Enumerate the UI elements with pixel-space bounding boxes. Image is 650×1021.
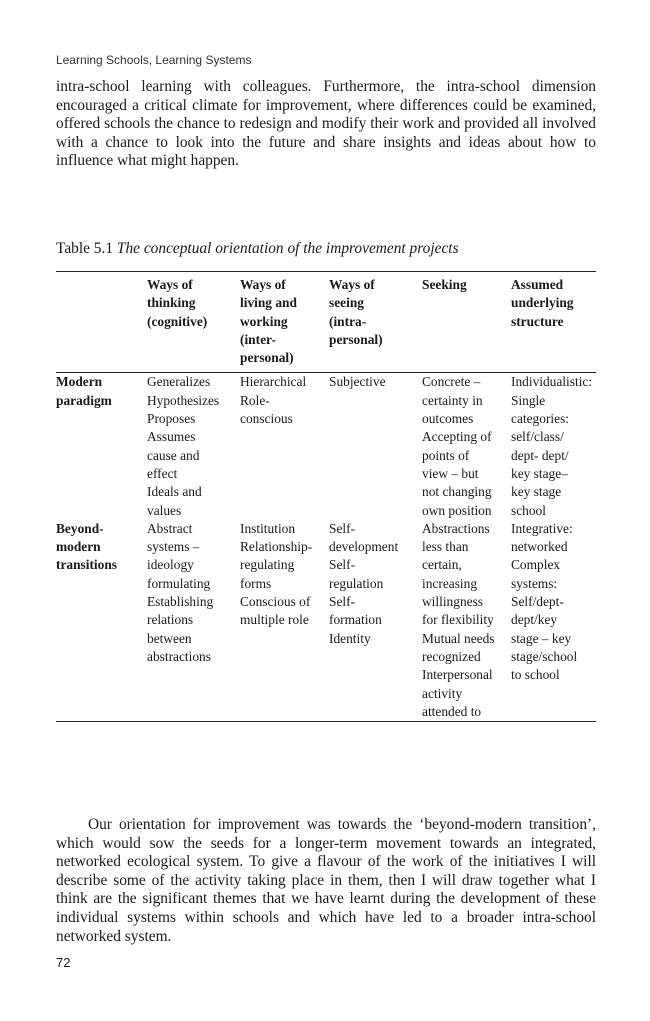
cell-line: Abstractions bbox=[422, 520, 490, 536]
cell-line: Ideals and bbox=[147, 484, 202, 500]
running-head: Learning Schools, Learning Systems bbox=[56, 53, 252, 67]
cell-line: values bbox=[147, 502, 182, 518]
cell-line: Accepting of bbox=[422, 429, 492, 445]
cell-line: abstractions bbox=[147, 648, 211, 664]
cell-line: Complex bbox=[511, 557, 561, 573]
cell-line: Self- bbox=[329, 520, 356, 536]
cell-line: personal) bbox=[329, 331, 383, 347]
cell-line: Assumes bbox=[147, 429, 196, 445]
cell-line: formulating bbox=[147, 575, 211, 591]
cell-line: Beyond- bbox=[56, 520, 104, 536]
cell-line: seeing bbox=[329, 295, 364, 311]
cell-line: paradigm bbox=[56, 392, 112, 408]
cell-line: cause and bbox=[147, 447, 200, 463]
cell-line: categories: bbox=[511, 411, 569, 427]
cell-line: Self/dept- bbox=[511, 594, 564, 610]
cell-line: Ways of bbox=[147, 277, 193, 292]
header-ways-of-thinking bbox=[147, 276, 240, 372]
cell-line: modern bbox=[56, 539, 101, 555]
cell-line: (cognitive) bbox=[147, 313, 208, 329]
cell-line: Proposes bbox=[147, 411, 196, 427]
cell-line: Hypothesizes bbox=[147, 392, 220, 408]
cell-line: increasing bbox=[422, 575, 478, 591]
cell-line: effect bbox=[147, 465, 178, 481]
table-row-modern-paradigm bbox=[56, 373, 596, 519]
cell-line: Identity bbox=[329, 630, 371, 646]
cell-line: stage/school bbox=[511, 648, 578, 664]
cell-line: self/class/ bbox=[511, 429, 564, 445]
table-bottom-rule bbox=[56, 721, 596, 722]
cell-line: willingness bbox=[422, 594, 484, 610]
cell-line: living and bbox=[240, 295, 297, 311]
table-caption bbox=[56, 240, 459, 258]
cell-line: relations bbox=[147, 612, 194, 628]
page-number: 72 bbox=[56, 955, 71, 970]
cell-line: Individualistic: bbox=[511, 374, 593, 390]
cell-line: outcomes bbox=[422, 411, 474, 427]
cell-line: (intra- bbox=[329, 313, 367, 329]
cell-line: networked bbox=[511, 539, 568, 555]
cell-modern-structure bbox=[511, 373, 596, 519]
cell-line: conscious bbox=[240, 411, 293, 427]
table-header-row bbox=[56, 276, 596, 372]
cell-line: (inter- bbox=[240, 331, 276, 347]
cell-line: key stage bbox=[511, 484, 562, 500]
cell-line: activity bbox=[422, 685, 463, 701]
cell-line: Institution bbox=[240, 520, 296, 536]
cell-line: Relationship- bbox=[240, 539, 313, 555]
cell-line: school bbox=[511, 502, 546, 518]
cell-line: attended to bbox=[422, 703, 482, 719]
cell-modern-seeking bbox=[422, 373, 511, 519]
cell-line: certainty in bbox=[422, 392, 483, 408]
cell-line: Hierarchical bbox=[240, 374, 307, 390]
cell-line: thinking bbox=[147, 295, 196, 311]
header-assumed-underlying-structure bbox=[511, 276, 596, 372]
table-bottom-rule-row bbox=[56, 721, 596, 722]
cell-line: ideology bbox=[147, 557, 194, 573]
cell-line: certain, bbox=[422, 557, 462, 573]
cell-line: underlying bbox=[511, 295, 574, 311]
cell-modern-living-working bbox=[240, 373, 329, 519]
cell-line: stage – key bbox=[511, 630, 572, 646]
cell-line: less than bbox=[422, 539, 469, 555]
cell-line: dept/key bbox=[511, 612, 558, 628]
cell-line: Integrative: bbox=[511, 520, 573, 536]
cell-line: regulating bbox=[240, 557, 295, 573]
cell-line: Concrete – bbox=[422, 374, 481, 390]
header-empty-cell bbox=[56, 276, 147, 372]
cell-line: Assumed bbox=[511, 277, 564, 292]
cell-line: view – but bbox=[422, 465, 479, 481]
cell-line: development bbox=[329, 539, 399, 555]
cell-line: formation bbox=[329, 612, 382, 628]
body-paragraph-1: intra-school learning with colleagues. Furthermore, the intra-school dimension encouraged a critical climate for improvement, where differences could be examined, offered schools the chance to redesign and modify their work and provided all involved with a chance to look into the future and share insights and ideas about how to influence what might happen. bbox=[56, 78, 596, 170]
cell-line: for flexibility bbox=[422, 612, 494, 628]
cell-line: personal) bbox=[240, 350, 294, 366]
cell-beyond-thinking bbox=[147, 520, 240, 721]
header-ways-of-seeing bbox=[329, 276, 422, 372]
cell-beyond-structure bbox=[511, 520, 596, 721]
cell-line: recognized bbox=[422, 648, 481, 664]
row-label-beyond-modern-transitions bbox=[56, 520, 147, 721]
cell-line: Seeking bbox=[422, 277, 467, 292]
cell-modern-thinking bbox=[147, 373, 240, 519]
cell-line: points of bbox=[422, 447, 470, 463]
conceptual-orientation-table bbox=[56, 276, 596, 722]
cell-line: systems: bbox=[511, 575, 558, 591]
row-label-modern-paradigm bbox=[56, 373, 147, 519]
cell-line: Single bbox=[511, 392, 546, 408]
cell-line: key stage– bbox=[511, 465, 568, 481]
cell-line: Conscious of bbox=[240, 594, 311, 610]
cell-line: Role- bbox=[240, 392, 270, 408]
cell-line: Ways of bbox=[240, 277, 286, 292]
cell-beyond-living-working bbox=[240, 520, 329, 721]
cell-line: structure bbox=[511, 313, 564, 329]
cell-line: between bbox=[147, 630, 192, 646]
cell-line: not changing bbox=[422, 484, 492, 500]
cell-line: Mutual needs bbox=[422, 630, 495, 646]
cell-line: systems – bbox=[147, 539, 200, 555]
cell-modern-seeing bbox=[329, 373, 422, 519]
cell-line: to school bbox=[511, 667, 560, 683]
cell-line: working bbox=[240, 313, 288, 329]
cell-line: Generalizes bbox=[147, 374, 211, 390]
cell-line: forms bbox=[240, 575, 272, 591]
table-row-beyond-modern-transitions bbox=[56, 520, 596, 721]
cell-line: dept- dept/ bbox=[511, 447, 569, 463]
cell-line: Self- bbox=[329, 557, 356, 573]
cell-line: Ways of bbox=[329, 277, 375, 292]
header-ways-of-living-and-working bbox=[240, 276, 329, 372]
cell-line: Interpersonal bbox=[422, 667, 493, 683]
cell-line: Self- bbox=[329, 594, 356, 610]
body-paragraph-2: Our orientation for improvement was towards the ‘beyond-modern transition’, which would sow the seeds for a longer-term movement towards an integrated, networked ecological system. To give a flavour of the work of the initiatives I will describe some of the activity taking place in them, then I will draw together what I think are the significant themes that we have learnt during the development of these individual systems within schools and which have led to a broader intra-school networked system. bbox=[56, 816, 596, 945]
cell-line: multiple role bbox=[240, 612, 309, 628]
cell-line: Modern bbox=[56, 374, 103, 390]
cell-beyond-seeing bbox=[329, 520, 422, 721]
cell-line: regulation bbox=[329, 575, 384, 591]
cell-beyond-seeking bbox=[422, 520, 511, 721]
cell-line: Establishing bbox=[147, 594, 214, 610]
cell-line: transitions bbox=[56, 557, 118, 573]
header-seeking bbox=[422, 276, 511, 372]
cell-line: own position bbox=[422, 502, 492, 518]
table-caption-title: The conceptual orientation of the improvement projects bbox=[116, 240, 459, 257]
cell-line: Abstract bbox=[147, 520, 193, 536]
cell-line: Subjective bbox=[329, 374, 386, 390]
table-top-rule bbox=[56, 271, 596, 272]
table-caption-number: Table 5.1 bbox=[56, 240, 114, 257]
